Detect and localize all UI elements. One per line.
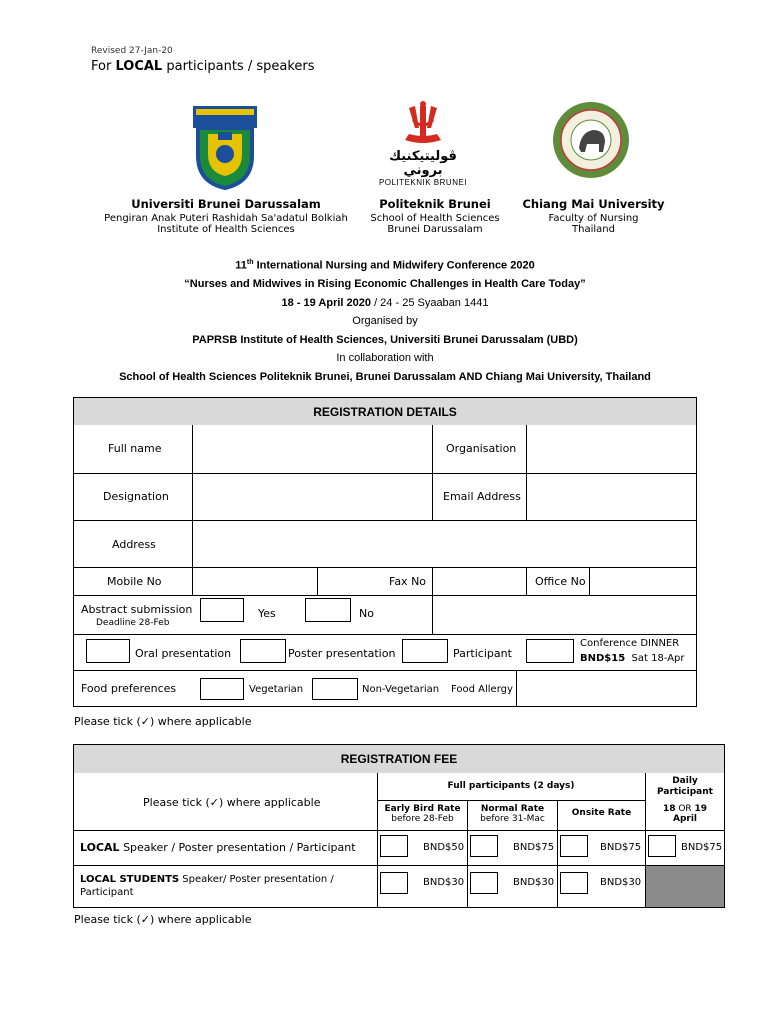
organiser: PAPRSB Institute of Health Sciences, Universiti Brunei Darussalam (UBD) xyxy=(192,333,578,346)
local-onsite-price: BND$75 xyxy=(600,842,642,853)
fee-note: Please tick (✓) where applicable xyxy=(74,913,252,926)
pb-line1: School of Health Sciences xyxy=(370,213,500,224)
address-label: Address xyxy=(112,538,156,551)
fee-row-students-label: LOCAL STUDENTS Speaker/ Poster presentation / Participant xyxy=(80,874,334,898)
conference-theme: “Nurses and Midwives in Rising Economic Challenges in Health Care Today” xyxy=(184,278,586,291)
institution-cmu xyxy=(515,197,672,235)
pb-logo-text: POLITEKNIK BRUNEI xyxy=(378,178,468,187)
students-onsite-price: BND$30 xyxy=(600,877,642,888)
nonveg-label: Non-Vegetarian xyxy=(362,684,440,695)
collaborators: School of Health Sciences Politeknik Brunei, Brunei Darussalam AND Chiang Mai University, Thailand xyxy=(119,370,651,383)
local-normal-checkbox[interactable] xyxy=(470,835,498,857)
daily-participant-label: Daily Participant xyxy=(657,776,713,797)
abstract-label: Abstract submission xyxy=(81,603,193,616)
conference-info xyxy=(80,254,690,386)
pb-name: Politeknik Brunei xyxy=(379,197,491,211)
students-early-price: BND$30 xyxy=(423,877,465,888)
mobile-label: Mobile No xyxy=(107,575,162,588)
nonveg-checkbox[interactable] xyxy=(312,678,358,700)
local-daily-price: BND$75 xyxy=(681,842,723,853)
pb-logo xyxy=(375,100,471,187)
cmu-logo xyxy=(551,100,631,180)
cmu-line2: Thailand xyxy=(572,224,615,235)
abstract-no-checkbox[interactable] xyxy=(305,598,351,622)
students-normal-price: BND$30 xyxy=(513,877,555,888)
fax-label: Fax No xyxy=(389,575,427,588)
oral-label: Oral presentation xyxy=(135,647,232,660)
local-early-checkbox[interactable] xyxy=(380,835,408,857)
students-normal-checkbox[interactable] xyxy=(470,872,498,894)
participant-checkbox[interactable] xyxy=(402,639,448,663)
abstract-deadline: Deadline 28-Feb xyxy=(96,618,170,628)
fee-row-local-label: LOCAL Speaker / Poster presentation / Participant xyxy=(80,841,356,854)
fee-header: REGISTRATION FEE xyxy=(73,744,725,774)
registration-header: REGISTRATION DETAILS xyxy=(73,397,697,426)
address-input[interactable] xyxy=(193,521,696,567)
students-early-checkbox[interactable] xyxy=(380,872,408,894)
veg-label: Vegetarian xyxy=(249,684,304,695)
conference-dates: 18 - 19 April 2020 / 24 - 25 Syaaban 1441 xyxy=(281,296,489,309)
normal-header: Normal Rate before 31-Mac xyxy=(480,804,545,824)
organisation-label: Organisation xyxy=(446,442,517,455)
institution-ubd xyxy=(90,197,362,235)
local-early-price: BND$50 xyxy=(423,842,465,853)
audience-line xyxy=(91,59,315,74)
onsite-header: Onsite Rate xyxy=(571,808,632,818)
poster-label: Poster presentation xyxy=(288,647,396,660)
oral-checkbox[interactable] xyxy=(86,639,130,663)
allergy-label: Food Allergy xyxy=(451,684,513,695)
designation-input[interactable] xyxy=(193,474,432,520)
full-name-input[interactable] xyxy=(193,426,432,473)
participant-label: Participant xyxy=(453,647,512,660)
revised-date: Revised 27-Jan-20 xyxy=(91,46,173,56)
local-normal-price: BND$75 xyxy=(513,842,555,853)
registration-note: Please tick (✓) where applicable xyxy=(74,715,252,728)
pb-line2: Brunei Darussalam xyxy=(387,224,483,235)
institution-pb xyxy=(360,197,510,235)
office-input[interactable] xyxy=(590,568,696,595)
collab-label: In collaboration with xyxy=(336,352,434,365)
dinner-label: Conference DINNER xyxy=(580,638,680,649)
allergy-input[interactable] xyxy=(517,671,696,706)
cmu-line1: Faculty of Nursing xyxy=(548,213,639,224)
mobile-input[interactable] xyxy=(193,568,317,595)
abstract-yes-checkbox[interactable] xyxy=(200,598,244,622)
designation-label: Designation xyxy=(103,490,169,503)
dinner-checkbox[interactable] xyxy=(526,639,574,663)
office-label: Office No xyxy=(535,575,586,588)
ubd-name: Universiti Brunei Darussalam xyxy=(131,197,321,211)
audience-suffix: participants / speakers xyxy=(162,59,315,74)
organisation-input[interactable] xyxy=(527,426,696,473)
audience-bold: LOCAL xyxy=(115,59,163,74)
cmu-name: Chiang Mai University xyxy=(522,197,665,211)
fax-input[interactable] xyxy=(433,568,526,595)
early-header: Early Bird Rate before 28-Feb xyxy=(384,804,461,824)
fee-tick-note: Please tick (✓) where applicable xyxy=(143,796,321,809)
poster-checkbox[interactable] xyxy=(240,639,286,663)
organised-by-label: Organised by xyxy=(352,315,418,328)
daily-date-header: 18 OR 19 April xyxy=(662,804,708,824)
audience-prefix: For xyxy=(91,59,116,74)
local-daily-checkbox[interactable] xyxy=(648,835,676,857)
daily-students-disabled xyxy=(646,866,724,907)
full-participants-label: Full participants (2 days) xyxy=(447,781,575,791)
abstract-yes-label: Yes xyxy=(258,607,276,620)
email-label: Email Address xyxy=(443,490,521,503)
veg-checkbox[interactable] xyxy=(200,678,244,700)
ubd-logo xyxy=(190,104,260,190)
full-name-label: Full name xyxy=(108,442,162,455)
local-onsite-checkbox[interactable] xyxy=(560,835,588,857)
ubd-line2: Institute of Health Sciences xyxy=(157,224,295,235)
dinner-details: BND$15 Sat 18-Apr xyxy=(580,653,685,664)
email-input[interactable] xyxy=(527,474,696,520)
students-onsite-checkbox[interactable] xyxy=(560,872,588,894)
pb-logo-arabic: ڤوليتيكنيك بروني xyxy=(389,149,457,178)
conference-title: 11th International Nursing and Midwifery Conference 2020 xyxy=(235,259,535,272)
abstract-no-label: No xyxy=(359,607,374,620)
ubd-line1: Pengiran Anak Puteri Rashidah Sa'adatul Bolkiah xyxy=(104,213,348,224)
food-label: Food preferences xyxy=(81,682,177,695)
